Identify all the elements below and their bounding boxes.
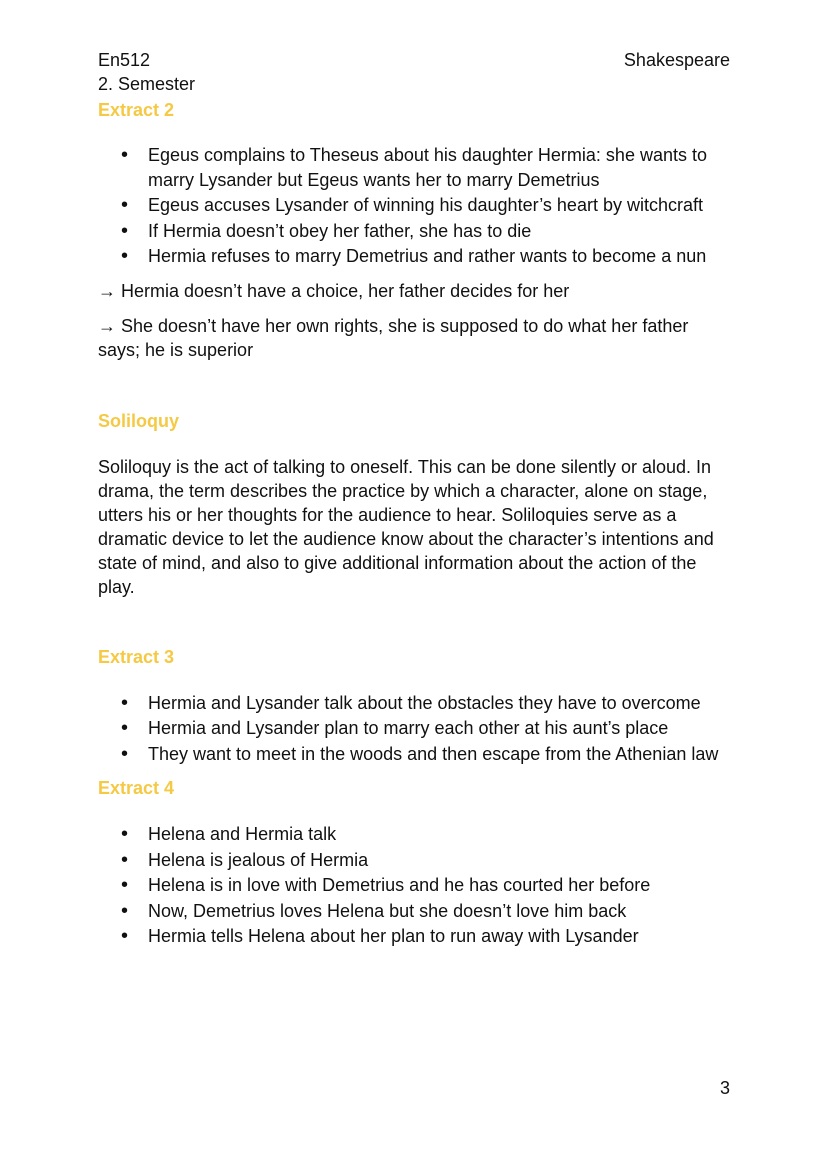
bullet-list xyxy=(98,143,730,269)
list-item: • Egeus complains to Theseus about his daughter Hermia: she wants to marry Lysander but Egeus wants her to marry Demetrius xyxy=(148,143,730,192)
list-item: • If Hermia doesn’t obey her father, she has to die xyxy=(148,219,730,244)
bullet-list xyxy=(98,822,730,949)
list-item: • They want to meet in the woods and then escape from the Athenian law xyxy=(148,742,730,767)
page-header xyxy=(98,48,730,96)
list-item: • Helena is jealous of Hermia xyxy=(148,848,730,873)
list-item: • Now, Demetrius loves Helena but she doesn’t love him back xyxy=(148,899,730,924)
list-item: • Helena and Hermia talk xyxy=(148,822,730,847)
page-number: 3 xyxy=(719,1078,730,1098)
semester-label: 2. Semester xyxy=(98,74,196,94)
section-heading: Extract 2 xyxy=(98,100,175,120)
bullet-list xyxy=(98,691,730,767)
list-item: • Egeus accuses Lysander of winning his daughter’s heart by witchcraft xyxy=(148,193,730,218)
arrow-note: → She doesn’t have her own rights, she is supposed to do what her father says; he is superior xyxy=(98,315,689,360)
subject-title: Shakespeare xyxy=(623,50,730,70)
section-heading: Extract 3 xyxy=(98,646,175,667)
list-item: • Hermia and Lysander plan to marry each other at his aunt’s place xyxy=(148,716,730,741)
document-page xyxy=(98,48,730,950)
section-soliloquy xyxy=(98,409,730,599)
list-item: • Hermia refuses to marry Demetrius and rather wants to become a nun xyxy=(148,244,730,269)
section-extract-4 xyxy=(98,776,730,949)
list-item: • Helena is in love with Demetrius and he has courted her before xyxy=(148,873,730,898)
section-extract-3 xyxy=(98,645,730,767)
definition-paragraph: Soliloquy is the act of talking to oneself. This can be done silently or aloud. In drama, the term describes the practice by which a character, alone on stage, utters his or her thoughts for the audience to hear. Soliloquies serve as a dramatic device to let the audience know about the character’s intentions and state of mind, and also to give additional information about the action of the play. xyxy=(98,456,714,597)
arrow-note: → Hermia doesn’t have a choice, her father decides for her xyxy=(98,280,570,301)
list-item: • Hermia and Lysander talk about the obstacles they have to overcome xyxy=(148,691,730,716)
list-item: • Hermia tells Helena about her plan to run away with Lysander xyxy=(148,924,730,949)
section-heading: Soliloquy xyxy=(98,410,179,431)
course-code: En512 xyxy=(98,50,151,70)
section-extract-2 xyxy=(98,98,730,362)
section-heading: Extract 4 xyxy=(98,778,175,798)
